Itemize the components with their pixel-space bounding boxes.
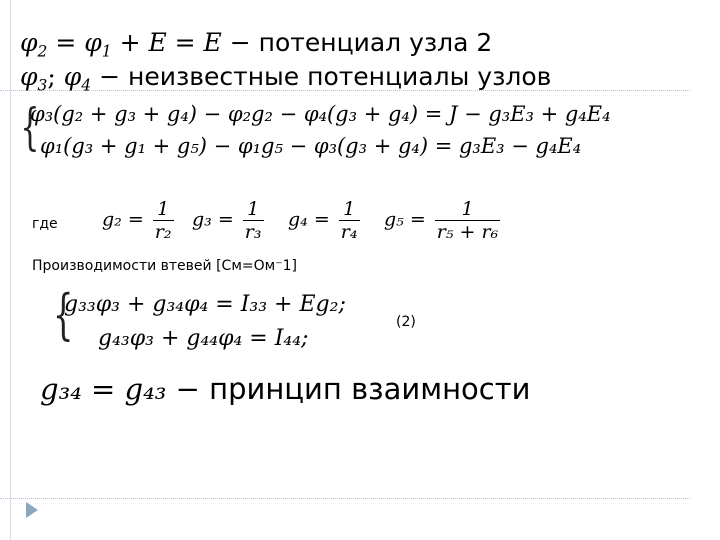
brace-2: { — [52, 283, 74, 346]
frac-num: 1 — [157, 198, 170, 220]
frac-g2 — [102, 198, 177, 243]
line-node2-potential — [20, 28, 493, 61]
frac-g5 — [384, 198, 503, 243]
frac-den: r₂ — [154, 221, 172, 243]
frac-lhs: g₄ = — [288, 208, 330, 231]
reciprocity-lhs: g₃₄ = g₄₃ — [40, 372, 167, 406]
equation-a: φ₃(g₂ + g₃ + g₄) − φ₂g₂ − φ₄(g₃ + g₄) = J − g₃E₃ + g₄E₄ — [30, 102, 611, 126]
frac-den: r₄ — [340, 221, 358, 243]
equation-b: φ₁(g₃ + g₁ + g₅) − φ₁g₅ − φ₃(g₃ + g₄) = g₃E₃ − g₄E₄ — [40, 134, 582, 158]
plus-e: + E = E — [111, 28, 222, 57]
sub3: 3 — [37, 76, 48, 95]
frac-den: r₅ + r₆ — [436, 221, 499, 243]
sub2: 2 — [37, 42, 48, 61]
reciprocity-dash: − — [166, 372, 210, 406]
equation-number: (2) — [396, 314, 416, 330]
frac-g3 — [192, 198, 267, 243]
frac-num: 1 — [461, 198, 474, 220]
bottom-divider — [0, 498, 690, 499]
frac-num: 1 — [247, 198, 260, 220]
phi3: φ — [20, 62, 38, 91]
system2-row2: g₄₃φ₃ + g₄₄φ₄ = I₄₄; — [98, 326, 309, 351]
dash: − — [221, 28, 259, 57]
phi1: φ — [84, 28, 102, 57]
brace-1: { — [20, 98, 40, 156]
left-guide-line — [10, 0, 11, 540]
frac-den: r₃ — [244, 221, 262, 243]
sub1: 1 — [101, 42, 112, 61]
phi2: φ — [20, 28, 38, 57]
reciprocity-text: принцип взаимности — [209, 372, 531, 406]
node2-text: потенциал узла 2 — [258, 28, 493, 57]
eq-sign: = — [47, 28, 85, 57]
frac-lhs: g₃ = — [192, 208, 234, 231]
dash2: − — [91, 62, 128, 91]
reciprocity-line — [40, 372, 530, 406]
next-arrow-icon[interactable] — [26, 502, 38, 518]
line-unknown-potentials — [20, 62, 552, 95]
unknown-text: неизвестные потенциалы узлов — [128, 62, 552, 91]
gde-label: где — [32, 216, 58, 232]
frac-lhs: g₅ = — [384, 208, 426, 231]
semicolon: ; — [47, 62, 64, 91]
sub4: 4 — [81, 76, 92, 95]
phi4: φ — [63, 62, 82, 91]
frac-g4 — [288, 198, 363, 243]
frac-lhs: g₂ = — [102, 208, 144, 231]
frac-num: 1 — [343, 198, 356, 220]
conductance-note: Производимости втевей [См=Ом⁻1] — [32, 258, 297, 274]
system2-row1: g₃₃φ₃ + g₃₄φ₄ = I₃₃ + Eg₂; — [64, 292, 346, 317]
